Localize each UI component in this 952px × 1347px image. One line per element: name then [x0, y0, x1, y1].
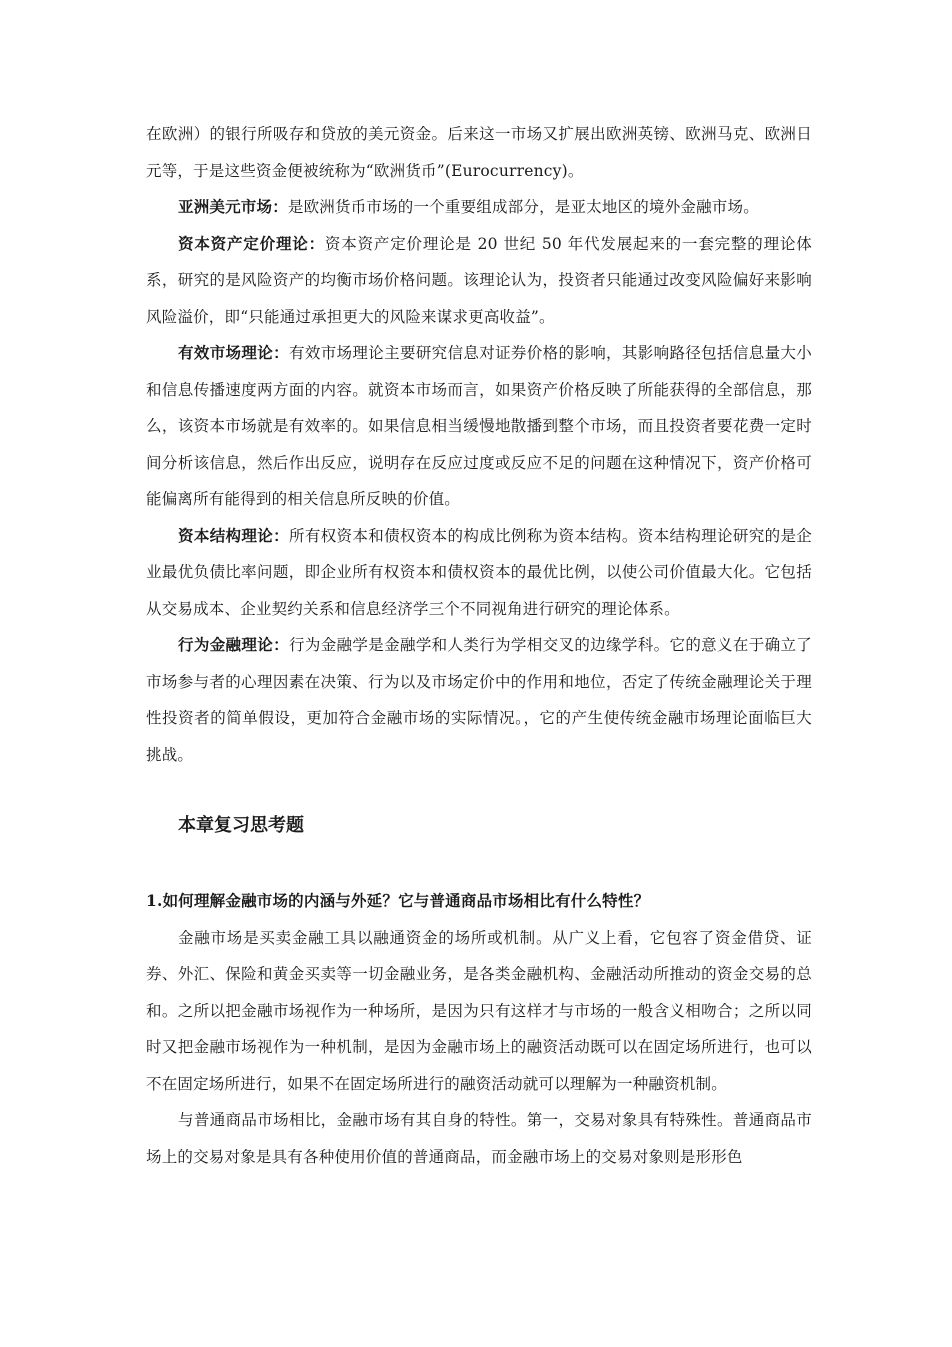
paragraph-text: 有效市场理论主要研究信息对证券价格的影响，其影响路径包括信息量大小和信息传播速度两方面的内容。就资本市场而言，如果资产价格反映了所能获得的全部信息，那么，该资本市场就是有效率的。如果信息相当缓慢地散播到整个市场，而且投资者要花费一定时间分析该信息，然后作出反应，说明存在反应过度或反应不足的问题在这种情况下，资产价格可能偏离所有能得到的相关信息所反映的价值。: [146, 344, 812, 508]
paragraph-efficient-market: [146, 335, 812, 518]
paragraph-capm: [146, 226, 812, 336]
section-title: 本章复习思考题: [178, 815, 304, 836]
answer-paragraph: 金融市场是买卖金融工具以融通资金的场所或机制。从广义上看，它包容了资金借贷、证券、外汇、保险和黄金买卖等一切金融业务，是各类金融机构、金融活动所推动的资金交易的总和。之所以把金融市场视作为一种场所，是因为只有这样才与市场的一般含义相吻合；之所以同时又把金融市场视作为一种机制，是因为金融市场上的融资活动既可以在固定场所进行，也可以不在固定场所进行，如果不在固定场所进行的融资活动就可以理解为一种融资机制。: [146, 928, 812, 1093]
answer-paragraph: 与普通商品市场相比，金融市场有其自身的特性。第一，交易对象具有特殊性。普通商品市场上的交易对象是具有各种使用价值的普通商品，而金融市场上的交易对象则是形形色: [146, 1111, 812, 1166]
paragraph-text: 行为金融学是金融学和人类行为学相交叉的边缘学科。它的意义在于确立了市场参与者的心理因素在决策、行为以及市场定价中的作用和地位，否定了传统金融理论关于理性投资者的简单假设，更加符合金融市场的实际情况。，它的产生使传统金融市场理论面临巨大挑战。: [146, 636, 812, 764]
paragraph-text: 资本资产定价理论是 20 世纪 50 年代发展起来的一套完整的理论体系，研究的是风险资产的均衡市场价格问题。该理论认为，投资者只能通过改变风险偏好来影响风险溢价，即“只能通过承担更大的风险来谋求更高收益”。: [146, 234, 812, 326]
paragraph-eurocurrency: [146, 116, 812, 189]
paragraph-text: 在欧洲）的银行所吸存和贷放的美元资金。后来这一市场又扩展出欧洲英镑、欧洲马克、欧洲日元等，于是这些资金便被统称为“欧洲货币”(Eurocurrency)。: [146, 125, 812, 180]
term-heading: 资本资产定价理论：: [178, 233, 325, 253]
term-heading: 亚洲美元市场：: [178, 197, 288, 216]
paragraph-text: 是欧洲货币市场的一个重要组成部分，是亚太地区的境外金融市场。: [287, 198, 759, 216]
question-heading: 1.如何理解金融市场的内涵与外延？它与普通商品市场相比有什么特性？: [146, 891, 650, 910]
paragraph-asian-dollar-market: [146, 189, 812, 226]
term-heading: 资本结构理论：: [178, 525, 289, 545]
paragraph-behavioral-finance: [146, 627, 812, 773]
paragraph-text: 所有权资本和债权资本的构成比例称为资本结构。资本结构理论研究的是企业最优负债比率问题，即企业所有权资本和债权资本的最优比例，以使公司价值最大化。它包括从交易成本、企业契约关系和信息经济学三个不同视角进行研究的理论体系。: [146, 526, 812, 618]
paragraph-capital-structure: [146, 518, 812, 628]
term-heading: 有效市场理论：: [178, 343, 289, 362]
term-heading: 行为金融理论：: [178, 635, 289, 654]
document-page: [146, 116, 812, 1175]
